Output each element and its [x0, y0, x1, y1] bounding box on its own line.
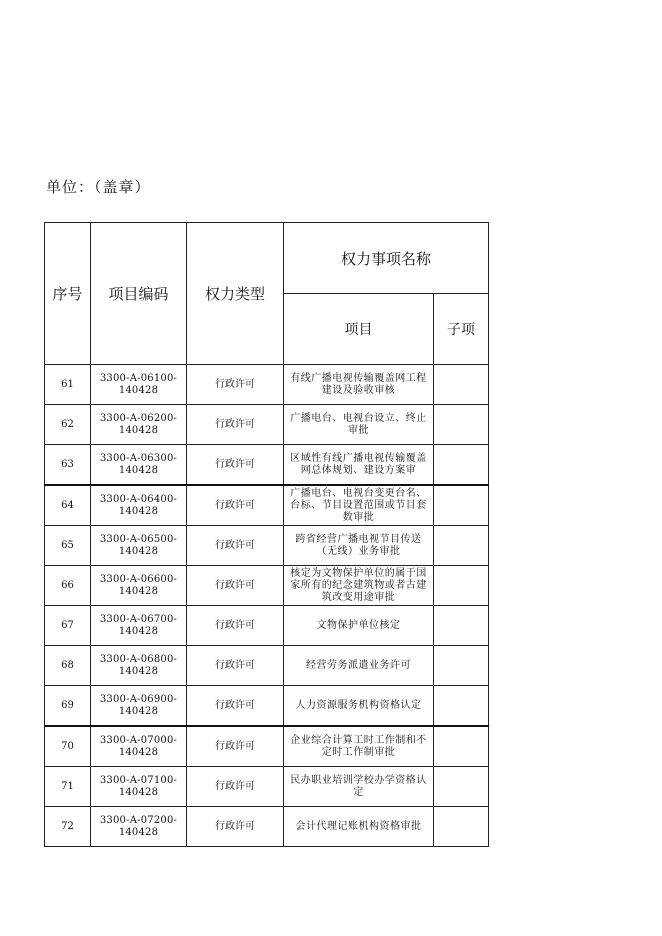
row-code-line1: 3300-A-06200- [99, 412, 178, 424]
row-code-line2: 140428 [118, 545, 159, 557]
row-subitem [434, 566, 489, 606]
row-power-type: 行政许可 [187, 445, 284, 486]
row-code [91, 807, 187, 847]
row-seq: 68 [45, 646, 91, 686]
row-subitem [434, 686, 489, 727]
row-code-line2: 140428 [118, 786, 159, 798]
row-power-type: 行政许可 [187, 526, 284, 566]
row-code [91, 485, 187, 526]
row-item-name: 经营劳务派遣业务许可 [284, 646, 434, 686]
row-seq: 70 [45, 726, 91, 767]
row-code-line1: 3300-A-07000- [99, 734, 178, 746]
row-code-line1: 3300-A-07100- [99, 774, 178, 786]
table-body [45, 365, 489, 847]
table-row [45, 365, 489, 405]
row-item-name: 人力资源服务机构资格认定 [284, 686, 434, 727]
table-row [45, 807, 489, 847]
row-code-line1: 3300-A-06400- [99, 493, 178, 505]
row-power-type: 行政许可 [187, 405, 284, 445]
header-name-group: 权力事项名称 [284, 223, 489, 294]
row-subitem [434, 767, 489, 807]
row-code-line2: 140428 [118, 424, 159, 436]
row-subitem [434, 606, 489, 646]
table-row [45, 526, 489, 566]
row-power-type: 行政许可 [187, 566, 284, 606]
row-item-name: 会计代理记账机构资格审批 [284, 807, 434, 847]
row-code-line2: 140428 [118, 505, 159, 517]
unit-stamp-label: 单位：（盖章） [46, 178, 151, 196]
row-seq: 69 [45, 686, 91, 727]
row-item-name: 核定为文物保护单位的属于国家所有的纪念建筑物或者古建筑改变用途审批 [284, 566, 434, 606]
row-item-name: 民办职业培训学校办学资格认定 [284, 767, 434, 807]
row-code-line2: 140428 [118, 746, 159, 758]
table-row [45, 485, 489, 526]
table-header-row [45, 223, 489, 294]
row-code [91, 405, 187, 445]
row-item-name: 跨省经营广播电视节目传送（无线）业务审批 [284, 526, 434, 566]
row-item-name: 文物保护单位核定 [284, 606, 434, 646]
row-power-type: 行政许可 [187, 485, 284, 526]
row-item-name: 企业综合计算工时工作制和不定时工作制审批 [284, 726, 434, 767]
header-item: 项目 [284, 294, 434, 365]
row-code-line1: 3300-A-06700- [99, 613, 178, 625]
row-subitem [434, 526, 489, 566]
row-code-line1: 3300-A-06600- [99, 573, 178, 585]
row-code-line1: 3300-A-06300- [99, 452, 178, 464]
row-item-name: 区域性有线广播电视传输覆盖网总体规划、建设方案审 [284, 445, 434, 486]
row-power-type: 行政许可 [187, 646, 284, 686]
row-subitem [434, 365, 489, 405]
row-code-line2: 140428 [118, 665, 159, 677]
table-row [45, 606, 489, 646]
row-code [91, 646, 187, 686]
row-seq: 63 [45, 445, 91, 486]
table-row [45, 686, 489, 727]
header-type: 权力类型 [187, 223, 284, 365]
row-code-line2: 140428 [118, 585, 159, 597]
row-code-line1: 3300-A-06900- [99, 693, 178, 705]
row-code-line1: 3300-A-06100- [99, 372, 178, 384]
row-code-line1: 3300-A-06800- [99, 653, 178, 665]
row-code-line2: 140428 [118, 705, 159, 717]
row-subitem [434, 445, 489, 486]
row-seq: 65 [45, 526, 91, 566]
row-code [91, 767, 187, 807]
row-subitem [434, 726, 489, 767]
row-power-type: 行政许可 [187, 365, 284, 405]
row-item-name: 广播电台、电视台设立、终止审批 [284, 405, 434, 445]
header-subitem: 子项 [434, 294, 489, 365]
row-seq: 67 [45, 606, 91, 646]
table-row [45, 566, 489, 606]
row-subitem [434, 485, 489, 526]
table-row [45, 767, 489, 807]
row-item-name: 有线广播电视传输覆盖网工程建设及验收审核 [284, 365, 434, 405]
row-power-type: 行政许可 [187, 807, 284, 847]
row-seq: 72 [45, 807, 91, 847]
row-subitem [434, 405, 489, 445]
row-seq: 62 [45, 405, 91, 445]
row-code-line2: 140428 [118, 384, 159, 396]
row-seq: 61 [45, 365, 91, 405]
row-power-type: 行政许可 [187, 606, 284, 646]
header-seq: 序号 [45, 223, 91, 365]
row-code [91, 606, 187, 646]
row-code-line1: 3300-A-06500- [99, 533, 178, 545]
table-row [45, 646, 489, 686]
row-code [91, 526, 187, 566]
row-code-line2: 140428 [118, 464, 159, 476]
row-code [91, 726, 187, 767]
row-code [91, 566, 187, 606]
row-seq: 66 [45, 566, 91, 606]
row-subitem [434, 807, 489, 847]
table-row [45, 445, 489, 486]
row-power-type: 行政许可 [187, 686, 284, 727]
table-row [45, 726, 489, 767]
table-row [45, 405, 489, 445]
row-code-line2: 140428 [118, 625, 159, 637]
power-items-table [44, 222, 489, 847]
row-code [91, 686, 187, 727]
header-code: 项目编码 [91, 223, 187, 365]
row-power-type: 行政许可 [187, 726, 284, 767]
row-code-line1: 3300-A-07200- [99, 814, 178, 826]
row-power-type: 行政许可 [187, 767, 284, 807]
row-code [91, 445, 187, 486]
row-seq: 64 [45, 485, 91, 526]
row-code-line2: 140428 [118, 826, 159, 838]
row-seq: 71 [45, 767, 91, 807]
row-subitem [434, 646, 489, 686]
row-item-name: 广播电台、电视台变更台名、台标、节目设置范围或节目套数审批 [284, 485, 434, 526]
row-code [91, 365, 187, 405]
